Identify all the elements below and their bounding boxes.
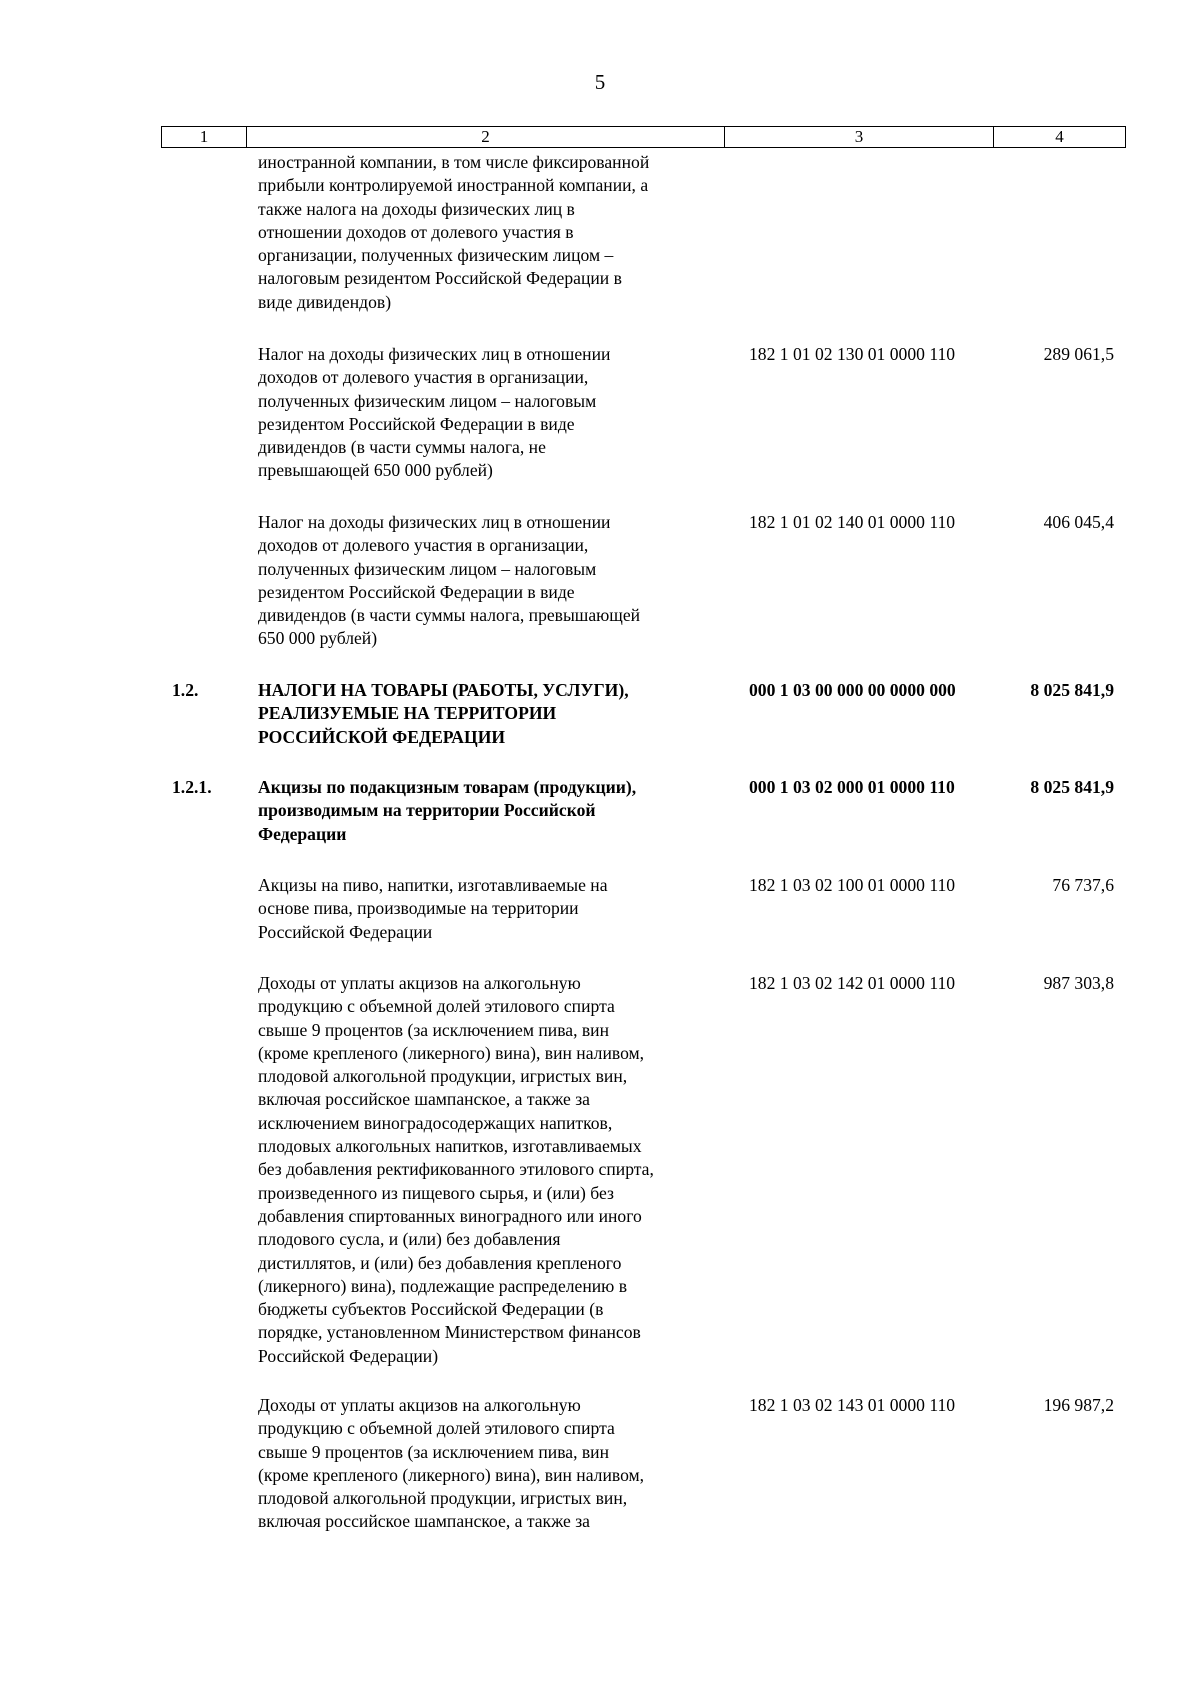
row-number: 1.2. xyxy=(172,680,199,700)
row-code: 182 1 03 02 100 01 0000 110 xyxy=(749,875,956,895)
row-number: 1.2.1. xyxy=(172,777,212,797)
column-header-4: 4 xyxy=(994,127,1126,148)
row-name: НАЛОГИ НА ТОВАРЫ (РАБОТЫ, УСЛУГИ), РЕАЛИЗУЕМЫЕ НА ТЕРРИТОРИИ РОССИЙСКОЙ ФЕДЕРАЦИИ xyxy=(258,680,629,747)
row-code: 182 1 03 02 142 01 0000 110 xyxy=(749,973,956,993)
row-name: Акцизы на пиво, напитки, изготавливаемые на основе пива, производимые на территории Российской Федерации xyxy=(258,875,608,942)
column-header-1: 1 xyxy=(162,127,247,148)
row-sum: 76 737,6 xyxy=(1052,875,1114,895)
column-header-row xyxy=(162,127,1126,148)
row-name: Доходы от уплаты акцизов на алкогольную продукцию с объемной долей этилового спирта свыше 9 процентов (за исключением пива, вин (кроме крепленого (ликерного) вина), вин наливом, плодовой алкогольной продукции, игристых вин, включая российское шампанское, а также за исключением виноградосодержащих напитков, плодовых алкогольных напитков, изготавливаемых без добавления ректификованного этилового спирта, произведенного из пищевого сырья, и (или) без добавления спиртованных виноградного или иного плодового сусла, и (или) без добавления дистиллятов, и (или) без добавления крепленого (ликерного) вина), подлежащие распределению в бюджеты субъектов Российской Федерации (в порядке, установленном Министерством финансов Российской Федерации) xyxy=(258,973,654,1366)
row-name: Налог на доходы физических лиц в отношении доходов от долевого участия в организации, полученных физическим лицом – налоговым резидентом Российской Федерации в виде дивидендов (в части суммы налога, превышающей 650 000 рублей) xyxy=(258,512,641,649)
row-name: Акцизы по подакцизным товарам (продукции), производимым на территории Российской Федерации xyxy=(258,777,637,844)
row-name: Налог на доходы физических лиц в отношении доходов от долевого участия в организации, полученных физическим лицом – налоговым резидентом Российской Федерации в виде дивидендов (в части суммы налога, не превышающей 650 000 рублей) xyxy=(258,344,611,481)
row-code: 182 1 01 02 140 01 0000 110 xyxy=(749,512,956,532)
row-sum: 196 987,2 xyxy=(1043,1395,1114,1415)
column-header-3: 3 xyxy=(725,127,994,148)
row-code: 000 1 03 02 000 01 0000 110 xyxy=(749,777,955,797)
row-sum: 406 045,4 xyxy=(1043,512,1114,532)
row-sum: 289 061,5 xyxy=(1043,344,1114,364)
row-sum: 8 025 841,9 xyxy=(1030,777,1114,797)
column-header-2: 2 xyxy=(247,127,725,148)
row-sum: 987 303,8 xyxy=(1043,973,1114,993)
row-name: Доходы от уплаты акцизов на алкогольную продукцию с объемной долей этилового спирта свыше 9 процентов (за исключением пива, вин (кроме крепленого (ликерного) вина), вин наливом, плодовой алкогольной продукции, игристых вин, включая российское шампанское, а также за xyxy=(258,1395,645,1532)
row-code: 000 1 03 00 000 00 0000 000 xyxy=(749,680,956,700)
page-number: 5 xyxy=(594,70,606,94)
row-code: 182 1 03 02 143 01 0000 110 xyxy=(749,1395,956,1415)
column-header-table xyxy=(161,126,1126,148)
row-code: 182 1 01 02 130 01 0000 110 xyxy=(749,344,956,364)
row-name: иностранной компании, в том числе фиксированной прибыли контролируемой иностранной компании, а также налога на доходы физических лиц в отношении доходов от долевого участия в организации, полученных физическим лицом – налоговым резидентом Российской Федерации в виде дивидендов) xyxy=(258,152,650,312)
row-sum: 8 025 841,9 xyxy=(1030,680,1114,700)
